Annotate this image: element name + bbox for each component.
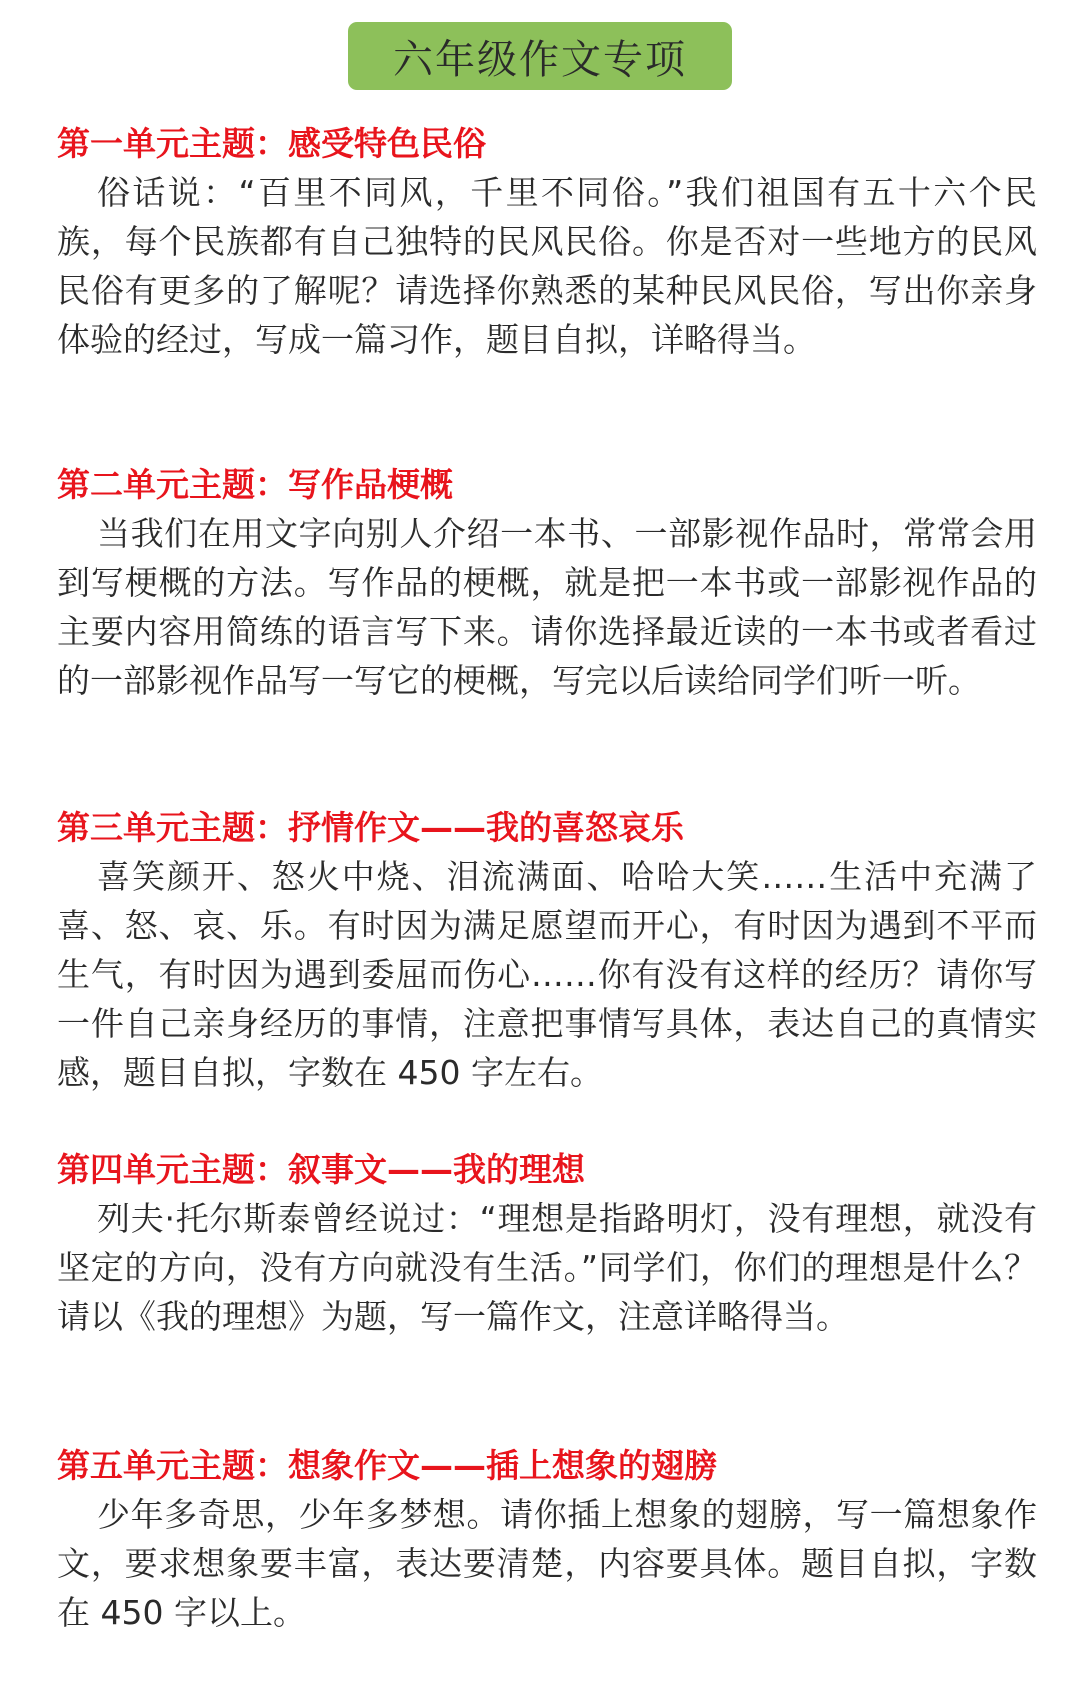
unit-4-heading: 第四单元主题：叙事文——我的理想 bbox=[57, 1150, 585, 1189]
unit-5-heading: 第五单元主题：想象作文——插上想象的翅膀 bbox=[57, 1446, 717, 1485]
unit-1-section bbox=[57, 124, 1037, 364]
unit-2-heading: 第二单元主题：写作品梗概 bbox=[57, 465, 453, 504]
unit-3-section bbox=[57, 808, 1037, 1097]
page-title: 六年级作文专项 bbox=[393, 36, 687, 83]
unit-5-body: 少年多奇思，少年多梦想。请你插上想象的翅膀，写一篇想象作文，要求想象要丰富，表达要清楚，内容要具体。题目自拟，字数在 450 字以上。 bbox=[57, 1495, 1037, 1632]
unit-5-section bbox=[57, 1446, 1037, 1637]
unit-4-body: 列夫·托尔斯泰曾经说过：“理想是指路明灯，没有理想，就没有坚定的方向，没有方向就没有生活。”同学们，你们的理想是什么？请以《我的理想》为题，写一篇作文，注意详略得当。 bbox=[57, 1199, 1037, 1336]
unit-2-body: 当我们在用文字向别人介绍一本书、一部影视作品时，常常会用到写梗概的方法。写作品的梗概，就是把一本书或一部影视作品的主要内容用简练的语言写下来。请你选择最近读的一本书或者看过的一部影视作品写一写它的梗概，写完以后读给同学们听一听。 bbox=[57, 514, 1037, 700]
unit-4-section bbox=[57, 1150, 1037, 1341]
title-banner bbox=[348, 22, 732, 90]
unit-3-body: 喜笑颜开、怒火中烧、泪流满面、哈哈大笑……生活中充满了喜、怒、哀、乐。有时因为满足愿望而开心，有时因为遇到不平而生气，有时因为遇到委屈而伤心……你有没有这样的经历？请你写一件自己亲身经历的事情，注意把事情写具体，表达自己的真情实感，题目自拟，字数在 450 字左右。 bbox=[57, 857, 1037, 1092]
unit-3-heading: 第三单元主题：抒情作文——我的喜怒哀乐 bbox=[57, 808, 684, 847]
unit-1-body: 俗话说：“百里不同风，千里不同俗。”我们祖国有五十六个民族，每个民族都有自己独特的民风民俗。你是否对一些地方的民风民俗有更多的了解呢？请选择你熟悉的某种民风民俗，写出你亲身体验的经过，写成一篇习作，题目自拟，详略得当。 bbox=[57, 173, 1037, 359]
unit-1-heading: 第一单元主题：感受特色民俗 bbox=[57, 124, 486, 163]
unit-2-section bbox=[57, 465, 1037, 705]
